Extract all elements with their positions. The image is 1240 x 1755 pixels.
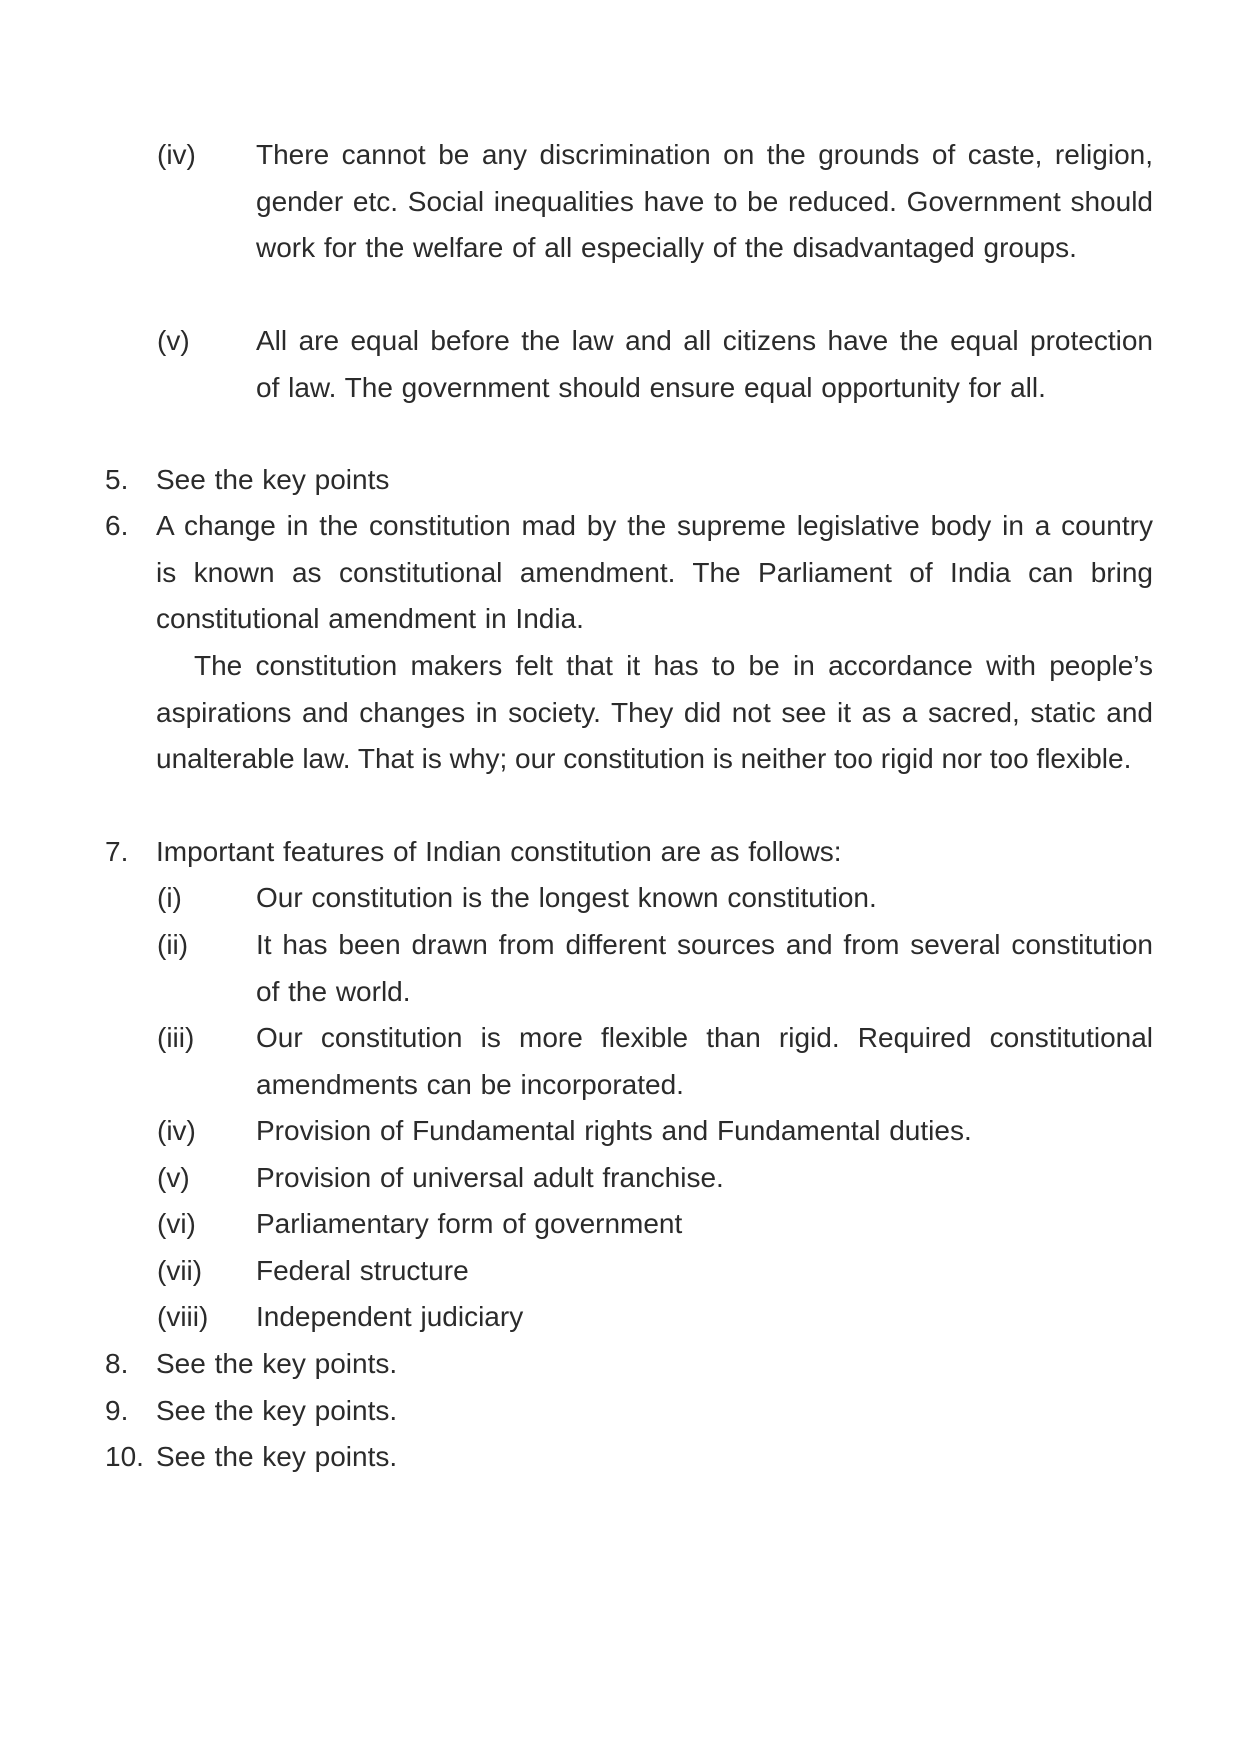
- item-label: (v): [157, 325, 190, 356]
- item-label: (iv): [157, 139, 196, 170]
- item-text: Federal structure: [256, 1255, 469, 1286]
- item-label: (vii): [157, 1255, 203, 1286]
- answer-text: Important features of Indian constitution are as follows:: [156, 836, 842, 867]
- answer-text: See the key points: [156, 464, 390, 495]
- answer-text: See the key points.: [156, 1395, 398, 1426]
- item-label: (iii): [157, 1022, 195, 1053]
- answer-text: A change in the constitution mad by the supreme legislative body in a country is known as constitutional amendment. The Parliament of India can bring constitutional amendment in India.: [156, 510, 1153, 634]
- answer-8: [105, 1341, 1153, 1388]
- item-label: (i): [157, 882, 182, 913]
- feature-viii: [157, 1294, 1153, 1341]
- answer-number: 6.: [105, 510, 129, 541]
- item-label: (v): [157, 1162, 190, 1193]
- answer-7: [105, 829, 1153, 876]
- feature-v: [157, 1155, 1153, 1202]
- item-text: There cannot be any discrimination on the grounds of caste, religion, gender etc. Social inequalities have to be reduced. Government should work for the welfare of all especially of the disadvantaged groups.: [256, 139, 1153, 263]
- answer-text: See the key points.: [156, 1441, 398, 1472]
- answer-number: 5.: [105, 464, 129, 495]
- item-label: (iv): [157, 1115, 196, 1146]
- item-text: It has been drawn from different sources and from several constitution of the world.: [256, 929, 1153, 1007]
- item-text: Our constitution is more flexible than rigid. Required constitutional amendments can be incorporated.: [256, 1022, 1153, 1100]
- feature-iv: [157, 1108, 1153, 1155]
- feature-i: [157, 875, 1153, 922]
- answer-number: 9.: [105, 1395, 129, 1426]
- item-label: (viii): [157, 1301, 209, 1332]
- item-text: All are equal before the law and all citizens have the equal protection of law. The government should ensure equal opportunity for all.: [256, 325, 1153, 403]
- feature-vi: [157, 1201, 1153, 1248]
- item-iv-discrimination: [157, 132, 1153, 272]
- item-label: (ii): [157, 929, 189, 960]
- answer-text: See the key points.: [156, 1348, 398, 1379]
- feature-ii: [157, 922, 1153, 1015]
- item-text: Our constitution is the longest known constitution.: [256, 882, 877, 913]
- answer-number: 8.: [105, 1348, 129, 1379]
- item-text: Independent judiciary: [256, 1301, 524, 1332]
- feature-iii: [157, 1015, 1153, 1108]
- answer-6: [105, 503, 1153, 643]
- answer-5: [105, 457, 1153, 504]
- item-v-equality: [157, 318, 1153, 411]
- feature-vii: [157, 1248, 1153, 1295]
- item-text: Provision of universal adult franchise.: [256, 1162, 724, 1193]
- answer-number: 10.: [105, 1441, 144, 1472]
- answer-9: [105, 1388, 1153, 1435]
- item-text: Provision of Fundamental rights and Fundamental duties.: [256, 1115, 972, 1146]
- answer-number: 7.: [105, 836, 129, 867]
- item-label: (vi): [157, 1208, 196, 1239]
- answer-10: [105, 1434, 1153, 1481]
- answer-6-paragraph: The constitution makers felt that it has to be in accordance with people’s aspirations and changes in society. They did not see it as a sacred, static and unalterable law. That is why; our constitution is neither too rigid nor too flexible.: [156, 650, 1153, 774]
- item-text: Parliamentary form of government: [256, 1208, 683, 1239]
